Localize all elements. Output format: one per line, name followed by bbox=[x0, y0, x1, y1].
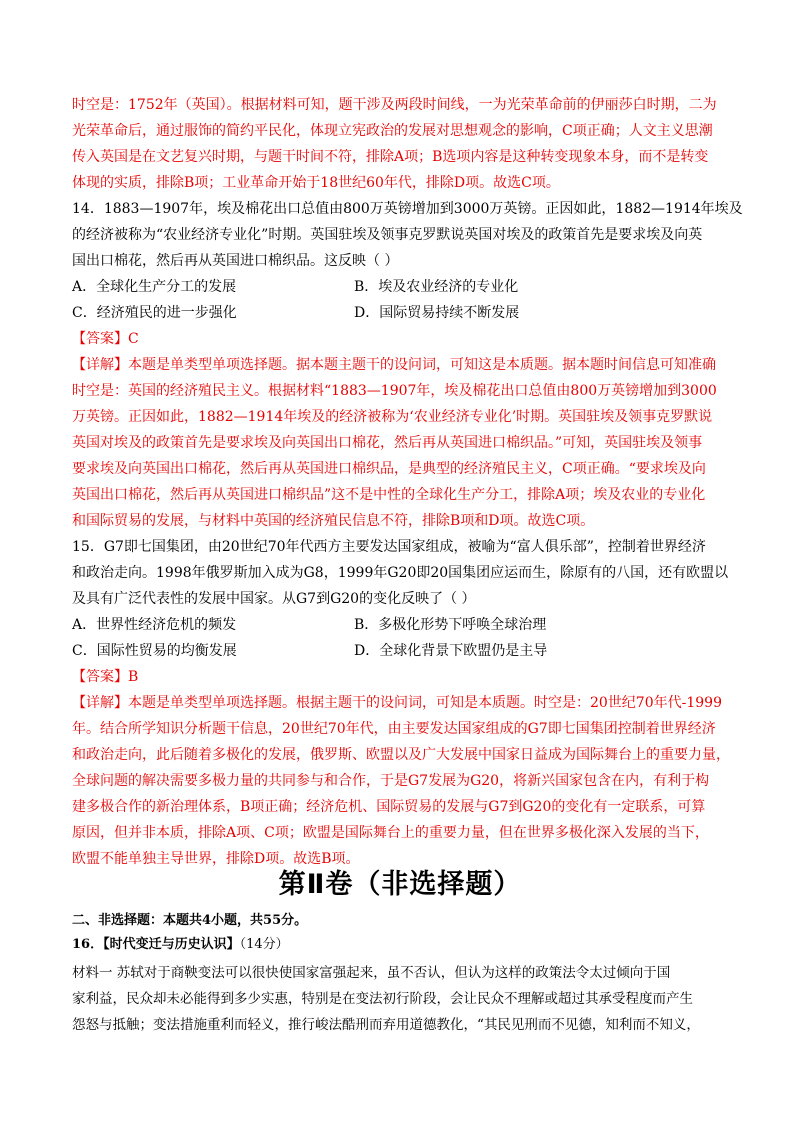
question-14-explanation-line: 万英镑。正因如此，1882—1914年埃及的经济被称为‘农业经济专业化’时期。英国驻埃及领事克罗默说 bbox=[72, 409, 713, 425]
question-15-stem-line: 及具有广泛代表性的发展中国家。从G7到G20的变化反映了（ ） bbox=[72, 591, 476, 607]
question-15-explanation-line: 和政治走向，此后随着多极化的发展，俄罗斯、欧盟以及广大发展中国家日益成为国际舞台上的重要力量， bbox=[72, 747, 730, 763]
question-16-points: （14分） bbox=[239, 937, 289, 952]
question-15-explanation-line: 年。结合所学知识分析题干信息，20世纪70年代，由主要发达国家组成的G7即七国集团控制着世界经济 bbox=[72, 721, 716, 737]
question-16-material-line: 家利益，民众却未必能得到多少实惠，特别是在变法初行阶段，会让民众不理解或超过其承受程度而产生 bbox=[72, 991, 693, 1007]
question-15-explanation-line: 欧盟不能单独主导世界，排除D项。故选B项。 bbox=[72, 851, 360, 867]
question-15-option-a: A．世界性经济危机的频发 bbox=[72, 617, 237, 633]
question-14-stem-line: 的经济被称为“农业经济专业化”时期。英国驻埃及领事克罗默说英国对埃及的政策首先是要求埃及向英 bbox=[72, 227, 703, 243]
question-15-answer: 【答案】B bbox=[72, 669, 139, 685]
question-16-material-line: 怨怒与抵触；变法措施重利而轻义，推行峻法酷刑而弃用道德教化，“其民见刑而不见德，知利而不知义， bbox=[72, 1017, 700, 1033]
question-14-explanation-line: 英国出口棉花，然后再从英国进口棉织品”这不是中性的全球化生产分工，排除A项；埃及农业的专业化 bbox=[72, 487, 706, 503]
prev-explanation-line: 时空是：1752年（英国）。根据材料可知，题干涉及两段时间线，一为光荣革命前的伊丽莎白时期，二为 bbox=[72, 97, 717, 113]
question-16-heading-row bbox=[72, 936, 289, 954]
question-14-option-b: B．埃及农业经济的专业化 bbox=[354, 279, 519, 295]
question-14-stem-line: 14．1883—1907年，埃及棉花出口总值由800万英镑增加到3000万英镑。正因如此，1882—1914年埃及 bbox=[72, 201, 743, 217]
question-15-option-b: B．多极化形势下呼唤全球治理 bbox=[354, 617, 547, 633]
prev-explanation-line: 光荣革命后，通过服饰的简约平民化，体现立宪政治的发展对思想观念的影响，C项正确；人文主义思潮 bbox=[72, 123, 713, 139]
question-14-stem-line: 国出口棉花，然后再从英国进口棉织品。这反映（ ） bbox=[72, 253, 399, 269]
question-14-explanation-line: 和国际贸易的发展，与材料中英国的经济殖民信息不符，排除B项和D项。故选C项。 bbox=[72, 513, 595, 529]
question-14-answer: 【答案】C bbox=[72, 331, 139, 347]
question-15-explanation-line: 建多极合作的新治理体系，B项正确；经济危机、国际贸易的发展与G7到G20的变化有一定联系，可算 bbox=[72, 799, 706, 815]
question-15-option-d: D．全球化背景下欧盟仍是主导 bbox=[354, 643, 548, 659]
question-15-stem-line: 和政治走向。1998年俄罗斯加入成为G8，1999年G20即20国集团应运而生，除原有的八国，还有欧盟以 bbox=[72, 565, 729, 581]
question-14-explanation-line: 【详解】本题是单类型单项选择题。据本题主题干的设问词，可知这是本质题。据本题时间信息可知准确 bbox=[72, 357, 716, 373]
section-title: 第Ⅱ卷（非选择题） bbox=[278, 869, 522, 900]
prev-explanation-line: 体现的实质，排除B项；工业革命开始于18世纪60年代，排除D项。故选C项。 bbox=[72, 175, 560, 191]
question-16-material-line: 材料一 苏轼对于商鞅变法可以很快使国家富强起来，虽不否认，但认为这样的政策法令太过倾向于国 bbox=[72, 965, 671, 981]
question-14-option-d: D．国际贸易持续不断发展 bbox=[354, 305, 520, 321]
question-14-explanation-line: 要求埃及向英国出口棉花，然后再从英国进口棉织品，是典型的经济殖民主义，C项正确。“要求埃及向 bbox=[72, 461, 706, 477]
prev-explanation-line: 传入英国是在文艺复兴时期，与题干时间不符，排除A项；B选项内容是这种转变现象本身，而不是转变 bbox=[72, 149, 709, 165]
question-15-option-c: C．国际性贸易的均衡发展 bbox=[72, 643, 237, 659]
question-14-explanation-line: 英国对埃及的政策首先是要求埃及向英国出口棉花，然后再从英国进口棉织品。”可知，英国驻埃及领事 bbox=[72, 435, 703, 451]
question-16-heading: 16．【时代变迁与历史认识】 bbox=[72, 937, 240, 952]
question-14-option-c: C．经济殖民的进一步强化 bbox=[72, 305, 237, 321]
question-15-explanation-line: 【详解】本题是单类型单项选择题。根据主题干的设问词，可知是本质题。时空是：20世纪70年代-1999 bbox=[72, 695, 722, 711]
question-14-option-a: A．全球化生产分工的发展 bbox=[72, 279, 237, 295]
section-intro: 二、非选择题：本题共4小题，共55分。 bbox=[72, 913, 308, 928]
question-15-stem-line: 15．G7即七国集团，由20世纪70年代西方主要发达国家组成，被喻为“富人俱乐部”，控制着世界经济 bbox=[72, 539, 706, 555]
question-14-explanation-line: 时空是：英国的经济殖民主义。根据材料“1883—1907年，埃及棉花出口总值由800万英镑增加到3000 bbox=[72, 383, 717, 399]
question-15-explanation-line: 全球问题的解决需要多极力量的共同参与和合作，于是G7发展为G20，将新兴国家包含在内，有利于构 bbox=[72, 773, 710, 789]
question-15-explanation-line: 原因，但并非本质，排除A项、C项；欧盟是国际舞台上的重要力量，但在世界多极化深入发展的当下， bbox=[72, 825, 709, 841]
